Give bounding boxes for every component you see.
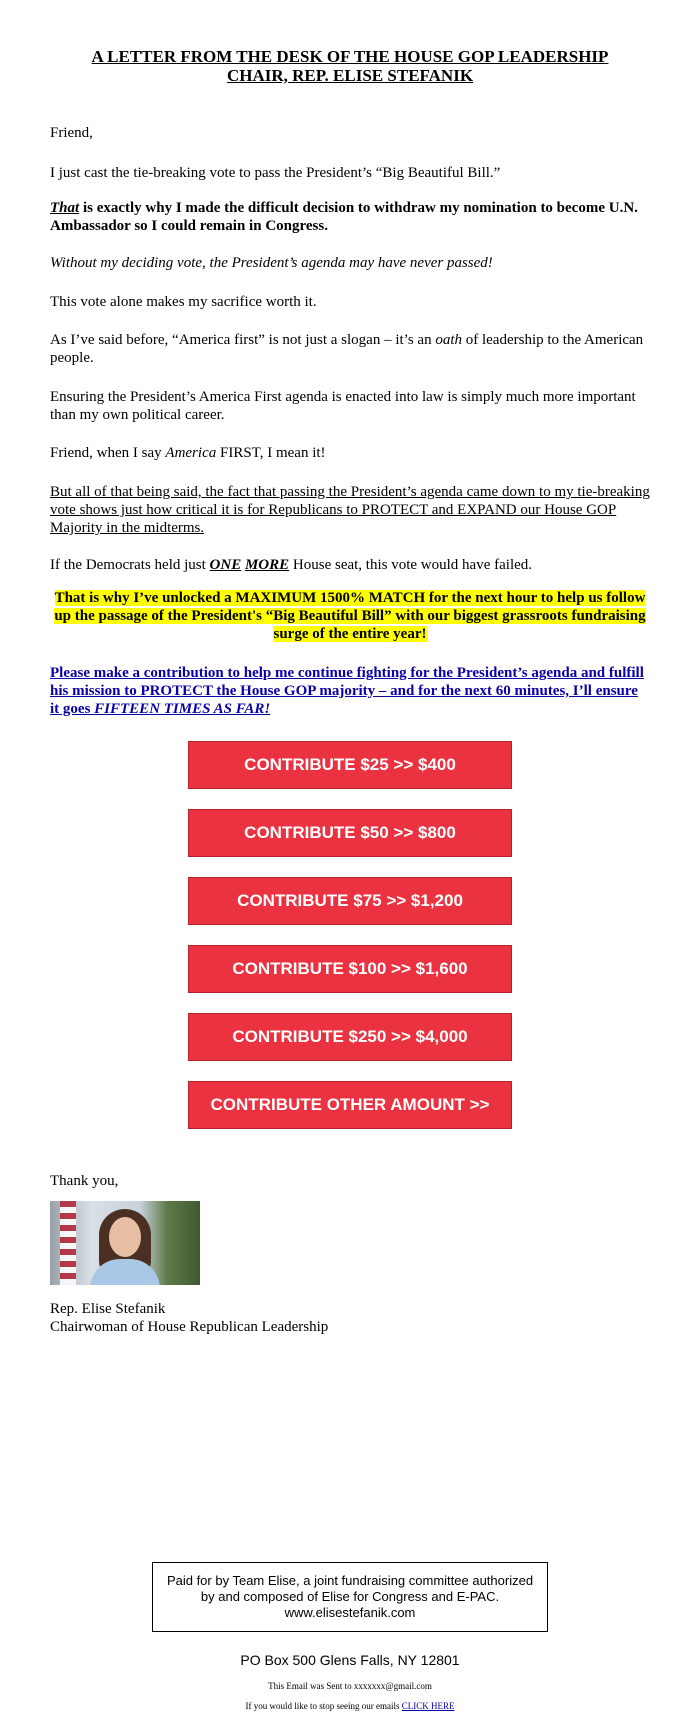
greeting: Friend, <box>50 125 93 141</box>
contribute-link-emphasis: FIFTEEN TIMES AS FAR! <box>94 701 271 717</box>
paragraph-8: But all of that being said, the fact that passing the President’s agenda came down to my tie-breaking vote shows just how critical it is for Republicans to PROTECT and EXPAND our House GOP Majority in the midterms. <box>50 484 650 536</box>
heading-line-1: A LETTER FROM THE DESK OF THE HOUSE GOP LEADERSHIP <box>91 47 609 66</box>
disclaimer-text: Paid for by Team Elise, a joint fundraising committee authorized by and composed of Elise for Congress and E-PAC. www.elisestefanik.com <box>166 1573 534 1620</box>
match-highlight <box>50 589 650 643</box>
paid-for-disclaimer <box>152 1562 548 1632</box>
paragraph-9-a: If the Democrats held just <box>50 557 210 573</box>
signature-name: Rep. Elise Stefanik <box>50 1301 166 1317</box>
paragraph-5-a: As I’ve said before, “America first” is not just a slogan – it’s an <box>50 332 436 348</box>
letter-heading <box>50 47 650 85</box>
contribute-other-button[interactable]: CONTRIBUTE OTHER AMOUNT >> <box>188 1081 512 1129</box>
paragraph-7-emphasis: America <box>165 445 217 461</box>
signature-role: Chairwoman of House Republican Leadership <box>50 1319 329 1335</box>
paragraph-5 <box>50 331 650 367</box>
paragraph-7 <box>50 444 650 462</box>
paragraph-9 <box>50 556 650 574</box>
contribute-50-button[interactable]: CONTRIBUTE $50 >> $800 <box>188 809 512 857</box>
paragraph-2-text: is exactly why I made the difficult decision to withdraw my nomination to become U.N. Ambassador so I could remain in Congress. <box>50 200 638 234</box>
paragraph-5-emphasis: oath <box>435 332 462 348</box>
contribute-75-button[interactable]: CONTRIBUTE $75 >> $1,200 <box>188 877 512 925</box>
paragraph-9-emphasis-one: ONE <box>209 557 242 573</box>
closing: Thank you, <box>50 1173 119 1189</box>
paragraph-3: Without my deciding vote, the President’s agenda may have never passed! <box>50 255 493 271</box>
paragraph-9-emphasis-more: MORE <box>244 557 290 573</box>
paragraph-4: This vote alone makes my sacrifice worth it. <box>50 294 317 310</box>
paragraph-2 <box>50 199 650 235</box>
contribute-25-button[interactable]: CONTRIBUTE $25 >> $400 <box>188 741 512 789</box>
contribute-link-text: Please make a contribution to help me continue fighting for the President’s agenda and fulfill his mission to PROTECT the House GOP majority – and for the next 60 minutes, I’ll ensure it goes <box>50 665 644 717</box>
unsubscribe-line <box>0 1701 700 1711</box>
paragraph-9-b: House seat, this vote would have failed. <box>289 557 533 573</box>
mailing-address: PO Box 500 Glens Falls, NY 12801 <box>240 1652 460 1668</box>
contribute-100-button[interactable]: CONTRIBUTE $100 >> $1,600 <box>188 945 512 993</box>
signature-photo <box>50 1201 200 1285</box>
sent-to-notice: This Email was Sent to xxxxxxx@gmail.com <box>268 1681 432 1691</box>
photo-face <box>109 1217 141 1257</box>
paragraph-2-emphasis: That <box>50 200 80 216</box>
paragraph-7-b: FIRST, I mean it! <box>216 445 326 461</box>
paragraph-7-a: Friend, when I say <box>50 445 166 461</box>
unsubscribe-text: If you would like to stop seeing our emails <box>245 1701 402 1711</box>
photo-flag <box>60 1201 76 1285</box>
contribute-250-button[interactable]: CONTRIBUTE $250 >> $4,000 <box>188 1013 512 1061</box>
match-highlight-text: That is why I’ve unlocked a MAXIMUM 1500% MATCH for the next hour to help us follow up the passage of the President's “Big Beautiful Bill” with our biggest grassroots fundraising surge of the entire year! <box>54 590 646 642</box>
paragraph-5-b: of leadership to the American people. <box>50 332 644 366</box>
paragraph-1: I just cast the tie-breaking vote to pass the President’s “Big Beautiful Bill.” <box>50 165 501 181</box>
heading-line-2: CHAIR, REP. ELISE STEFANIK <box>226 66 474 85</box>
paragraph-6: Ensuring the President’s America First agenda is enacted into law is simply much more important than my own political career. <box>50 389 636 423</box>
unsubscribe-link[interactable]: CLICK HERE <box>401 1701 455 1711</box>
contribute-link[interactable] <box>50 664 650 718</box>
